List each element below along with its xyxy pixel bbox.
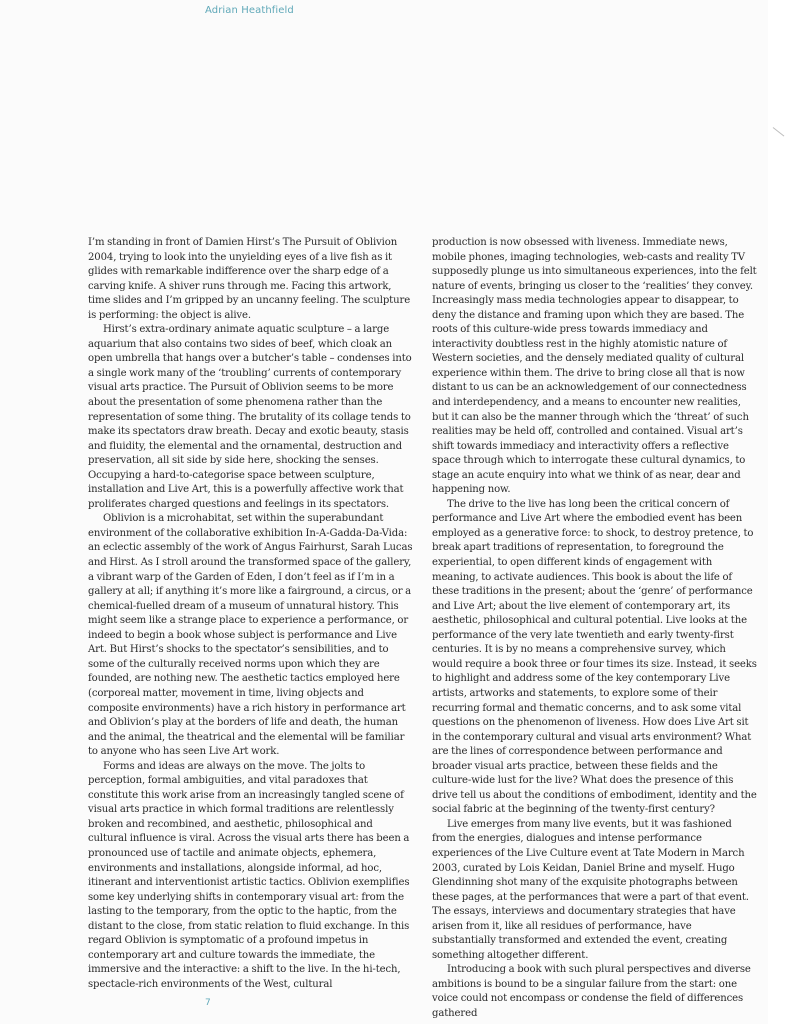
left-text-column	[88, 236, 413, 992]
paragraph: production is now obsessed with liveness. Immediate news, mobile phones, imaging technologies, web-casts and reality TV supposedly plunge us into simultaneous experiences, into the felt nature of events, bringing us closer to the ‘realities’ they convey. Increasingly mass media technologies appear to disappear, to deny the distance and framing upon which they are based. The roots of this culture-wide press towards immediacy and interactivity doubtless rest in the highly atomistic nature of Western societies, and the densely mediated quality of cultural experience within them. The drive to bring close all that is now distant to us can be an acknowledgement of our connectedness and interdependency, and a means to encounter new realities, but it can also be the manner through which the ‘threat’ of such realities may be held off, controlled and contained. Visual art’s shift towards immediacy and interactivity offers a reflective space through which to interrogate these cultural dynamics, to stage an acute enquiry into what we think of as near, dear and happening now.	[432, 237, 757, 496]
paragraph: Introducing a book with such plural perspectives and diverse ambitions is bound to be a singular failure from the start: one voice could not encompass or condense the field of differences gathered	[432, 964, 751, 1019]
running-head-author: Adrian Heathfield	[205, 5, 294, 16]
page-number: 7	[205, 998, 211, 1008]
paragraph: Live emerges from many live events, but it was fashioned from the energies, dialogues and intense performance experiences of the Live Culture event at Tate Modern in March 2003, curated by Lois Keidan, Daniel Brine and myself. Hugo Glendinning shot many of the exquisite photographs between these pages, at the performances that were a part of that event. The essays, interviews and documentary strategies that have arisen from it, like all residues of performance, have substantially transformed and extended the event, creating something altogether different.	[432, 818, 749, 961]
paragraph: Forms and ideas are always on the move. The jolts to perception, formal ambiguities, and vital paradoxes that constitute this work arise from an increasingly tangled scene of visual arts practice in which formal traditions are relentlessly broken and recombined, and aesthetic, philosophical and cultural influence is viral. Across the visual arts there has been a pronounced use of tactile and animate objects, ephemera, environments and installations, alongside informal, ad hoc, itinerant and interventionist artistic tactics. Oblivion exemplifies some key underlying shifts in contemporary visual art: from the lasting to the temporary, from the optic to the haptic, from the distant to the close, from static relation to fluid exchange. In this regard Oblivion is symptomatic of a profound impetus in contemporary art and culture towards the immediate, the immersive and the interactive: a shift to the live. In the hi-tech, spectacle-rich environments of the West, cultural	[88, 760, 410, 990]
scan-margin	[768, 0, 789, 1024]
paragraph: Oblivion is a microhabitat, set within the superabundant environment of the collaborative exhibition In-A-Gadda-Da-Vida: an eclectic assembly of the work of Angus Fairhurst, Sarah Lucas and Hirst. As I stroll around the transformed space of the gallery, a vibrant warp of the Garden of Eden, I don’t feel as if I’m in a gallery at all; if anything it’s more like a fairground, a circus, or a chemical-fuelled dream of a museum of unnatural history. This might seem like a strange place to experience a performance, or indeed to begin a book whose subject is performance and Live Art. But Hirst’s shocks to the spectator’s sensibilities, and to some of the culturally received norms upon which they are founded, are nothing new. The aesthetic tactics employed here (corporeal matter, movement in time, living objects and composite environments) have a rich history in performance art and Oblivion’s play at the borders of life and death, the human and the animal, the theatrical and the elemental will be familiar to anyone who has seen Live Art work.	[88, 513, 413, 758]
paragraph: Hirst’s extra-ordinary animate aquatic sculpture – a large aquarium that also contains two sides of beef, which cloak an open umbrella that hangs over a butcher’s table – condenses into a single work many of the ‘troubling’ currents of contemporary visual arts practice. The Pursuit of Oblivion seems to be more about the presentation of some phenomena rather than the representation of some thing. The brutality of its collage tends to make its spectators draw breath. Decay and exotic beauty, stasis and fluidity, the elemental and the ornamental, destruction and preservation, all sit side by side here, shocking the senses. Occupying a hard-to-categorise space between sculpture, installation and Live Art, this is a powerfully affective work that proliferates charged questions and feelings in its spectators.	[88, 324, 412, 510]
right-text-column	[432, 236, 757, 1022]
paragraph: I’m standing in front of Damien Hirst’s The Pursuit of Oblivion 2004, trying to look into the unyielding eyes of a live fish as it glides with remarkable indifference over the sharp edge of a carving knife. A shiver runs through me. Facing this artwork, time slides and I’m gripped by an uncanny feeling. The sculpture is performing: the object is alive.	[88, 237, 411, 321]
paragraph: The drive to the live has long been the critical concern of performance and Live Art where the embodied event has been employed as a generative force: to shock, to destroy pretence, to break apart traditions of representation, to foreground the experiential, to open different kinds of engagement with meaning, to activate audiences. This book is about the life of these traditions in the present; about the ‘genre’ of performance and Live Art; about the live element of contemporary art, its aesthetic, philosophical and cultural potential. Live looks at the performance of the very late twentieth and early twenty-first centuries. It is by no means a comprehensive survey, which would require a book three or four times its size. Instead, it seeks to highlight and address some of the key contemporary Live artists, artworks and statements, to explore some of their recurring formal and thematic concerns, and to ask some vital questions on the phenomenon of liveness. How does Live Art sit in the contemporary cultural and visual arts environment? What are the lines of correspondence between performance and broader visual arts practice, between these fields and the culture-wide lust for the live? What does the presence of this drive tell us about the conditions of embodiment, identity and the social fabric at the beginning of the twenty-first century?	[432, 498, 757, 816]
